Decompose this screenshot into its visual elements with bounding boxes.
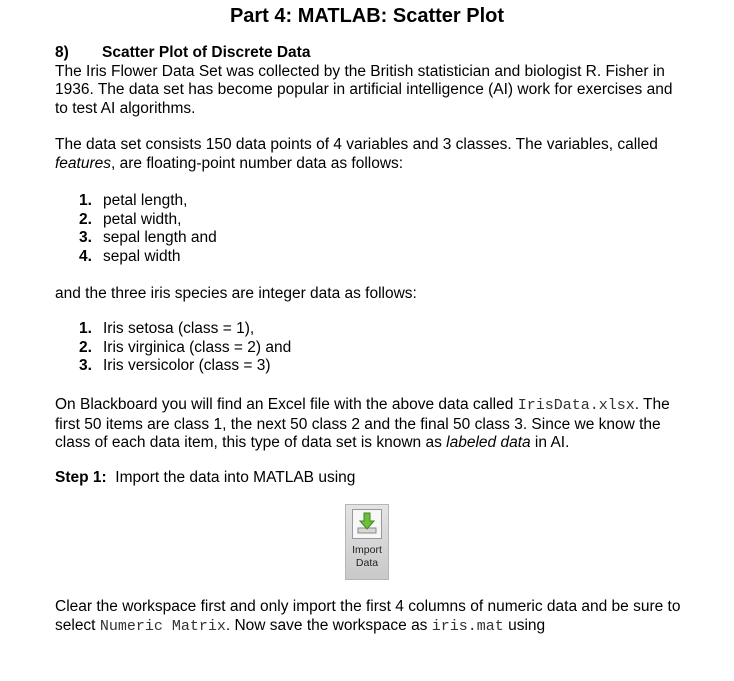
numeric-matrix-code: Numeric Matrix (99, 617, 226, 635)
workspace-text-after: using (503, 616, 546, 634)
dataset-text-middle: . The first 50 items are class 1, the next 50 class 2 and the final 50 class 3. Since we know the class of each data item, this type of data set is known as (55, 396, 670, 451)
dataset-paragraph (55, 396, 685, 453)
list-number: 1. (79, 192, 92, 209)
list-number: 4. (79, 247, 92, 265)
dataset-text-before: On Blackboard you will find an Excel file with the above data called (55, 396, 518, 413)
labeled-data-term: labeled data (446, 434, 531, 451)
section-title: Scatter Plot of Discrete Data (102, 44, 311, 61)
list-item (79, 357, 709, 376)
list-item (79, 248, 709, 267)
list-text: Iris virginica (class = 2) and (103, 338, 292, 356)
import-label-line2: Data (355, 557, 379, 569)
list-text: petal length, (103, 192, 188, 209)
import-arrow-icon (352, 509, 382, 539)
import-label-line1: Import (352, 544, 382, 556)
species-list (79, 320, 709, 376)
list-text: Iris versicolor (class = 3) (103, 357, 271, 374)
features-list (79, 192, 709, 266)
features-text-after: , are floating-point number data as follows: (111, 154, 404, 172)
step1-line (55, 469, 685, 488)
list-number: 1. (79, 320, 92, 337)
iris-mat-code: iris.mat (431, 617, 504, 635)
species-intro: and the three iris species are integer data as follows: (55, 285, 417, 302)
list-item (79, 229, 709, 248)
list-number: 3. (79, 357, 92, 374)
features-term: features (55, 154, 112, 172)
list-item (79, 339, 709, 358)
list-number: 2. (79, 210, 92, 228)
list-text: petal width, (103, 210, 182, 228)
section-number: 8) (55, 44, 69, 61)
workspace-paragraph (55, 598, 685, 636)
list-item (79, 211, 709, 230)
intro-paragraph: The Iris Flower Data Set was collected by the British statistician and biologist R. Fisher in 1936. The data set has become popular in artificial intelligence (AI) work for exercises and to test AI algorithms. (55, 62, 673, 117)
import-data-button[interactable] (345, 504, 389, 580)
list-text: sepal width (103, 247, 181, 265)
list-number: 3. (79, 229, 92, 246)
list-item (79, 192, 709, 211)
workspace-text-before: Clear the workspace first and only import the first 4 columns of numeric data and be sure to select (55, 598, 681, 634)
section-heading (55, 44, 685, 118)
step1-label: Step 1: (55, 469, 107, 486)
list-text: sepal length and (103, 229, 217, 246)
filename-code: IrisData.xlsx (517, 397, 635, 414)
step1-text: Import the data into MATLAB using (106, 469, 356, 486)
list-text: Iris setosa (class = 1), (103, 320, 255, 337)
page-title: Part 4: MATLAB: Scatter Plot (229, 5, 505, 27)
list-number: 2. (79, 338, 92, 356)
features-paragraph (55, 136, 685, 173)
dataset-text-after: in AI. (530, 434, 570, 451)
workspace-text-middle: . Now save the workspace as (225, 616, 432, 634)
features-text-before: The data set consists 150 data points of 4 variables and 3 classes. The variables, called (55, 136, 658, 153)
list-item (79, 320, 709, 339)
